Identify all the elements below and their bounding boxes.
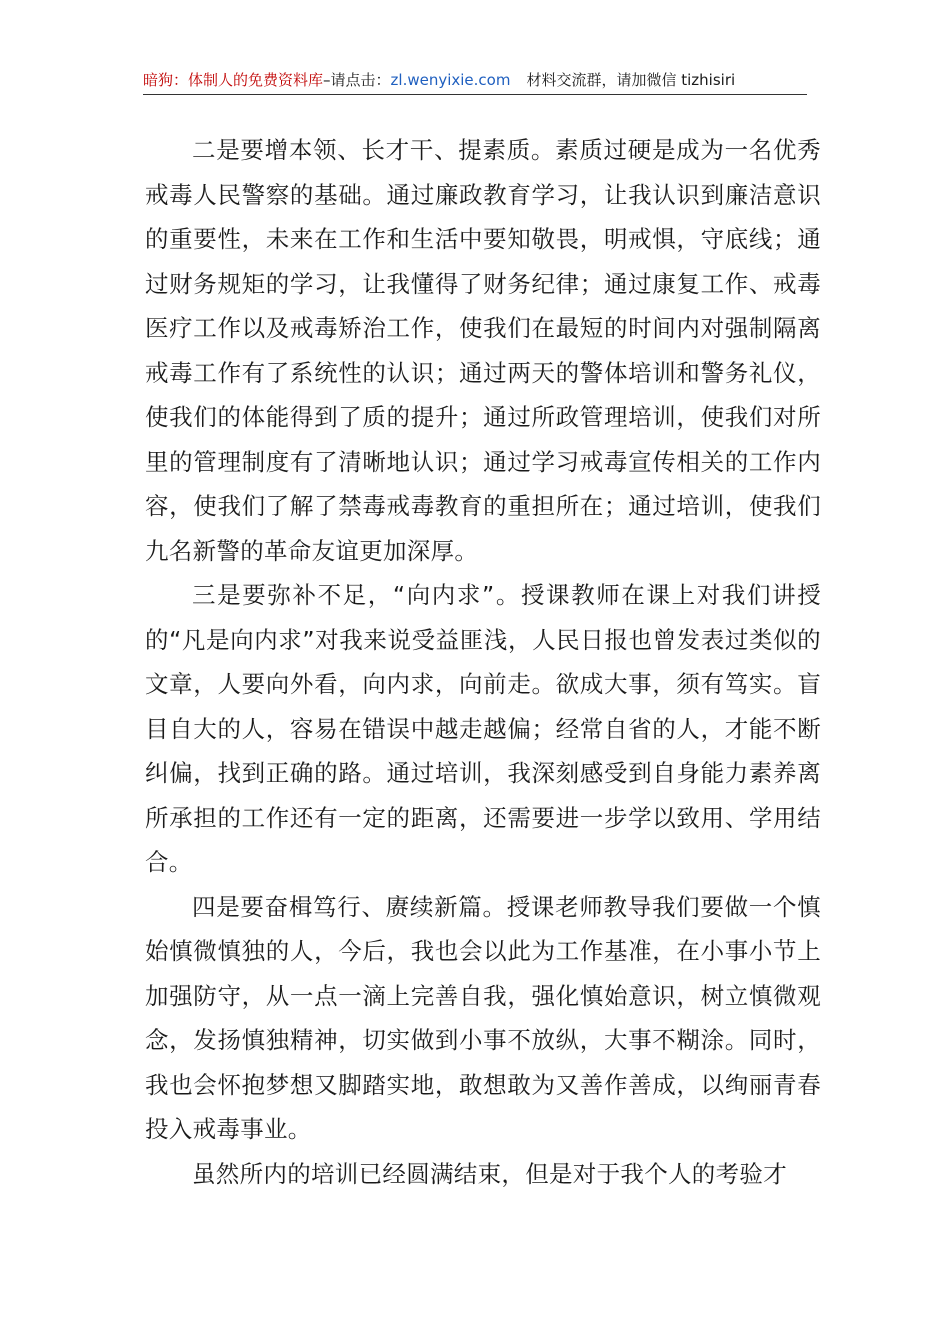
document-body <box>145 128 821 1196</box>
header-link[interactable]: zl.wenyixie.com <box>390 71 511 89</box>
paragraph-seek-inward: 三是要弥补不足，“向内求”。授课教师在课上对我们讲授的“凡是向内求”对我来说受益匪浅，人民日报也曾发表过类似的文章，人要向外看，向内求，向前走。欲成大事，须有笃实。盲目自大的人，容易在错误中越走越偏；经常自省的人，才能不断纠偏，找到正确的路。通过培训，我深刻感受到自身能力素养离所承担的工作还有一定的距离，还需要进一步学以致用、学用结合。 <box>145 581 821 876</box>
paragraph-forge-ahead: 四是要奋楫笃行、赓续新篇。授课老师教导我们要做一个慎始慎微慎独的人，今后，我也会以此为工作基准，在小事小节上加强防守，从一点一滴上完善自我，强化慎始意识，树立慎微观念，发扬慎独精神，切实做到小事不放纵，大事不糊涂。同时，我也会怀抱梦想又脚踏实地，敢想敢为又善作善成，以绚丽青春投入戒毒事业。 <box>145 892 821 1143</box>
header-prompt: –请点击： <box>323 71 391 89</box>
header-brand: 暗狗：体制人的免费资料库 <box>143 71 324 89</box>
page-header <box>143 66 807 95</box>
header-group-note: 材料交流群，请加微信 tizhisiri <box>526 71 736 89</box>
paragraph-conclusion: 虽然所内的培训已经圆满结束，但是对于我个人的考验才 <box>192 1159 787 1188</box>
paragraph-improve-skills: 二是要增本领、长才干、提素质。素质过硬是成为一名优秀戒毒人民警察的基础。通过廉政教育学习，让我认识到廉洁意识的重要性，未来在工作和生活中要知敬畏，明戒惧，守底线；通过财务规矩的学习，让我懂得了财务纪律；通过康复工作、戒毒医疗工作以及戒毒矫治工作，使我们在最短的时间内对强制隔离戒毒工作有了系统性的认识；通过两天的警体培训和警务礼仪，使我们的体能得到了质的提升；通过所政管理培训，使我们对所里的管理制度有了清晰地认识；通过学习戒毒宣传相关的工作内容，使我们了解了禁毒戒毒教育的重担所在；通过培训，使我们九名新警的革命友谊更加深厚。 <box>145 136 821 565</box>
